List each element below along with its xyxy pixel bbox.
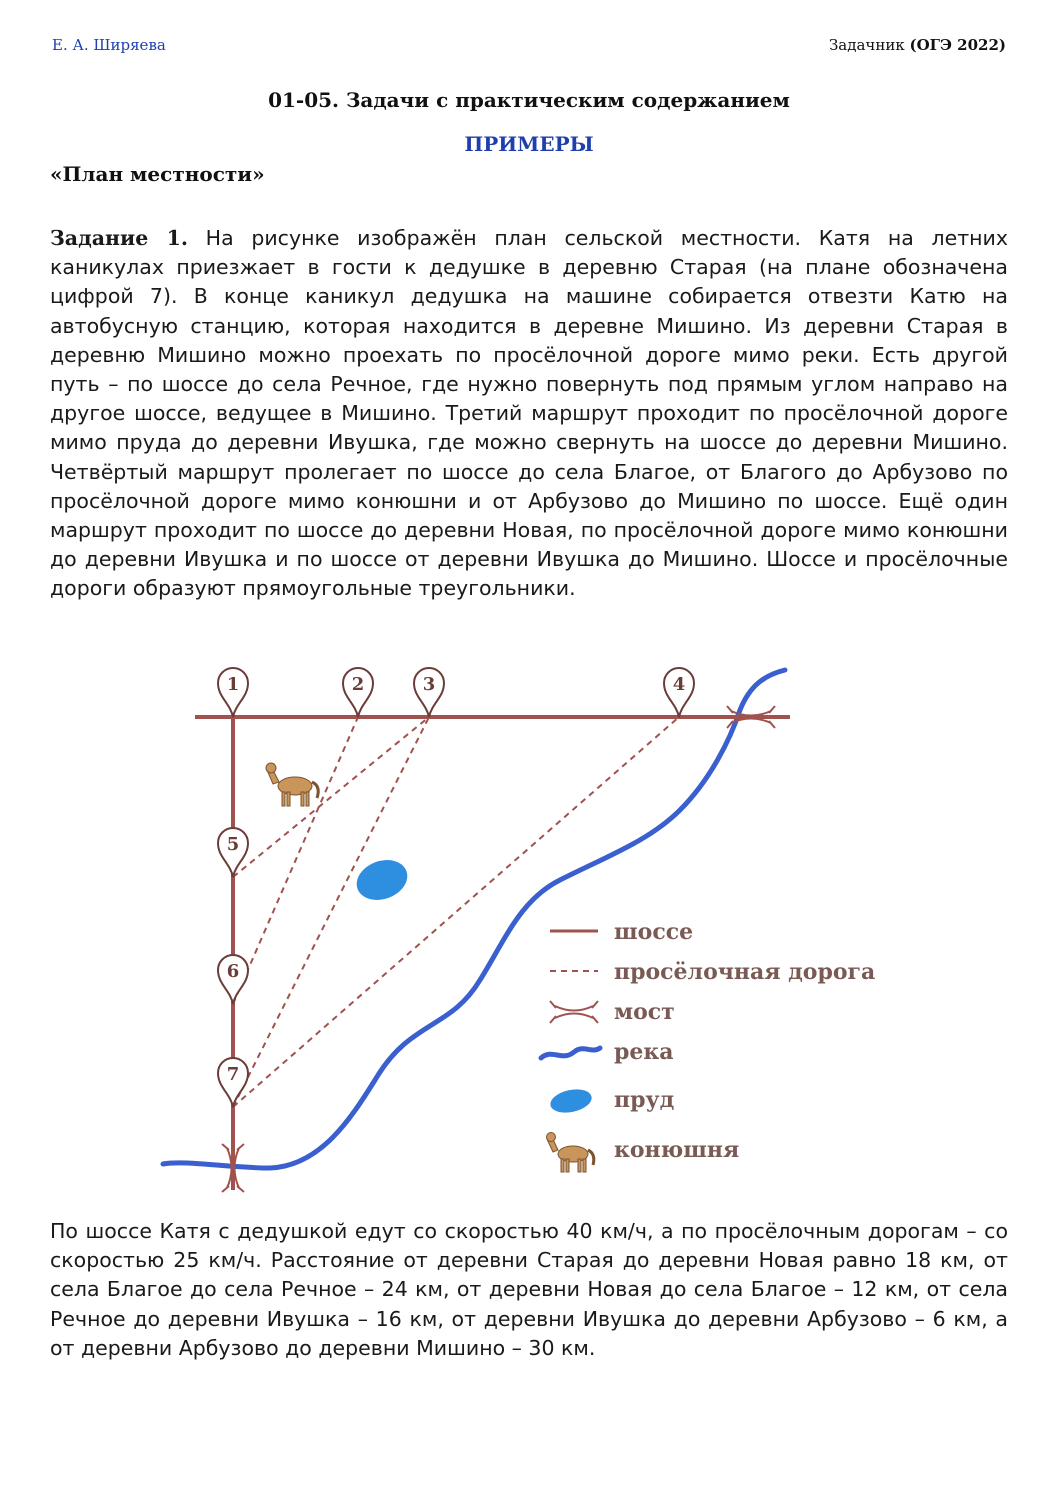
legend-dirt-road-label: просёлочная дорога — [614, 959, 876, 985]
section-heading: «План местности» — [50, 162, 265, 186]
pond — [351, 853, 413, 906]
map-legend — [541, 919, 875, 1172]
marker-6 — [218, 955, 248, 1004]
legend-stable-label: конюшня — [614, 1137, 740, 1163]
stable-horse-icon — [266, 763, 318, 806]
legend-river-swatch — [541, 1048, 600, 1058]
examples-heading: ПРИМЕРЫ — [464, 132, 594, 156]
legend-bridge-swatch — [550, 1001, 598, 1023]
marker-5-label: 5 — [226, 834, 240, 855]
marker-2-label: 2 — [351, 674, 365, 695]
marker-7-label: 7 — [226, 1064, 240, 1085]
author-name: Е. А. Ширяева — [52, 36, 166, 54]
legend-pond-label: пруд — [614, 1087, 675, 1113]
task-paragraph — [50, 224, 1008, 604]
marker-2 — [343, 668, 373, 717]
legend-bridge-label: мост — [614, 999, 675, 1025]
task-text: На рисунке изображён план сельской местности. Катя на летних каникулах приезжает в гости к дедушке в деревню Старая (на плане обозначена цифрой 7). В конце каникул дедушка на машине собирается отвезти Катю на автобусную станцию, которая находится в деревне Мишино. Из деревни Старая в деревню Мишино можно проехать по просёлочной дороге мимо реки. Есть другой путь – по шоссе до села Речное, где нужно повернуть под прямым углом направо на другое шоссе, ведущее в Мишино. Третий маршрут проходит по просёлочной дороге мимо пруда до деревни Ивушка, где можно свернуть на шоссе до деревни Мишино. Четвёртый маршрут пролегает по шоссе до села Благое, от Благого до Арбузово по просёлочной дороге мимо конюшни и от Арбузово до Мишино по шоссе. Ещё один маршрут проходит по шоссе до деревни Новая, по просёлочной дороге мимо конюшни до деревни Ивушка и по шоссе от деревни Ивушка до Мишино. Шоссе и просёлочные дороги образуют прямоугольные треугольники. — [50, 226, 1008, 601]
book-title-exam: (ОГЭ 2022) — [909, 36, 1006, 54]
dirt-roads — [233, 717, 679, 1107]
area-map — [0, 640, 1058, 1200]
marker-4 — [664, 668, 694, 717]
legend-highway-label: шоссе — [614, 919, 694, 945]
legend-river-label: река — [614, 1039, 674, 1065]
book-title-prefix: Задачник — [828, 36, 910, 54]
book-title — [829, 36, 1006, 54]
legend-pond-swatch — [548, 1086, 594, 1116]
marker-7 — [218, 1058, 248, 1107]
marker-4-label: 4 — [672, 674, 686, 695]
page-title: 01-05. Задачи с практическим содержанием — [268, 88, 790, 112]
task-label: Задание 1. — [50, 226, 188, 250]
conditions-paragraph: По шоссе Катя с дедушкой едут со скоростью 40 км/ч, а по просёлочным дорогам – со скоростью 25 км/ч. Расстояние от деревни Старая до деревни Новая равно 18 км, от села Благое до села Речное – 24 км, от деревни Новая до села Благое – 12 км, от села Речное до деревни Ивушка – 16 км, от деревни Ивушка до деревни Арбузово – 6 км, а от деревни Арбузово до деревни Мишино – 30 км. — [50, 1219, 1008, 1360]
marker-1-label: 1 — [226, 674, 240, 695]
marker-3-label: 3 — [422, 674, 436, 695]
legend-stable-icon — [547, 1133, 594, 1173]
marker-6-label: 6 — [226, 961, 240, 982]
marker-1 — [218, 668, 248, 717]
marker-3 — [414, 668, 444, 717]
